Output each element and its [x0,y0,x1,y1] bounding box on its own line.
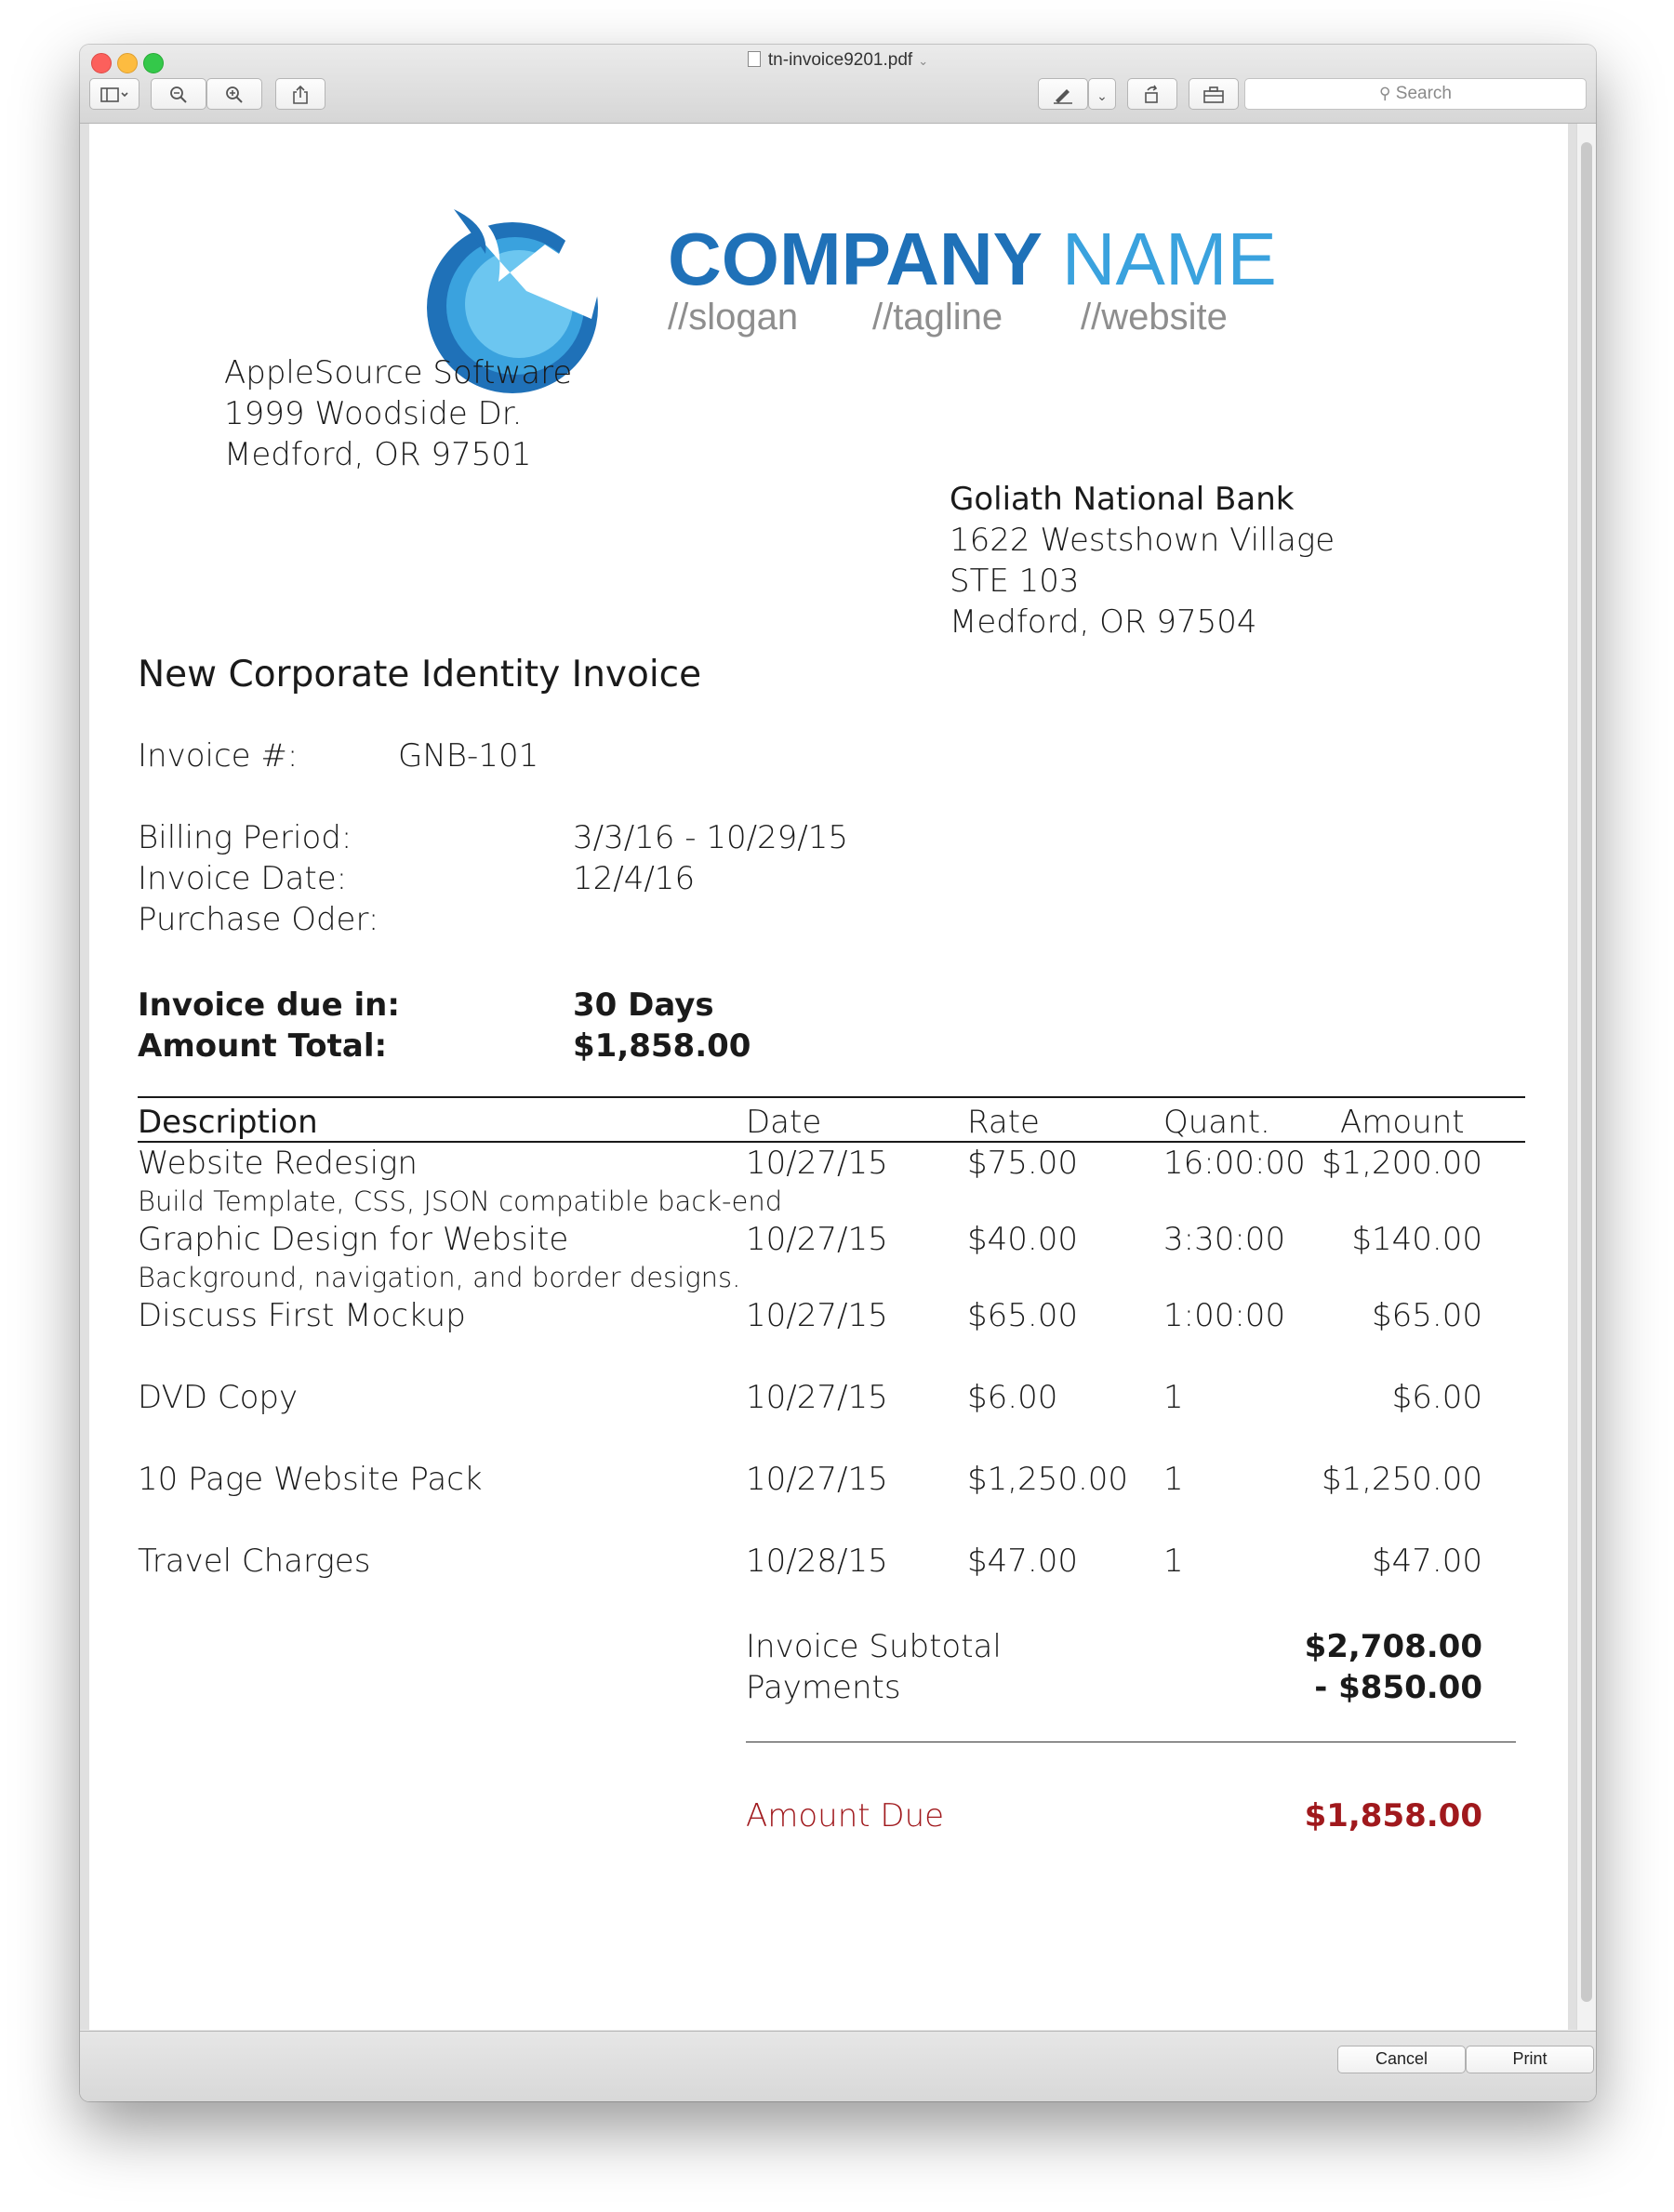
row-6-rate: $47.00 [967,1543,1078,1580]
row-5-quant: 1 [1163,1461,1184,1498]
preview-window [80,45,1596,2101]
amount-due-label: Amount Due [746,1797,945,1835]
row-1-quant: 16:00:00 [1163,1145,1306,1182]
row-2-quant: 3:30:00 [1163,1221,1286,1258]
logo-wordmark [668,217,1277,302]
amount-total-value: $1,858.00 [573,1027,751,1065]
print-bar [80,2031,1596,2101]
table-header-rule [138,1141,1525,1143]
subtotal-label: Invoice Subtotal [746,1628,1002,1665]
row-1-description: Website Redesign [138,1145,418,1182]
header-date: Date [746,1104,822,1141]
rotate-button[interactable] [1127,78,1177,110]
row-4-rate: $6.00 [967,1379,1058,1416]
print-button[interactable]: Print [1466,2046,1594,2073]
invoice-date: 12/4/16 [573,860,696,897]
pdf-page [89,124,1568,2030]
amount-total-label: Amount Total: [138,1027,388,1065]
row-1-amount: $1,200.00 [1321,1145,1482,1182]
row-1-rate: $75.00 [967,1145,1078,1182]
logo-tagline: //tagline [872,297,1003,338]
row-6-quant: 1 [1163,1543,1184,1580]
sender-name: AppleSource Software [224,354,573,391]
recipient-name: Goliath National Bank [950,481,1295,518]
invoice-title: New Corporate Identity Invoice [138,654,702,695]
pen-icon [1052,86,1074,104]
invoice-date-label: Invoice Date: [138,860,348,897]
vertical-scrollbar[interactable] [1576,124,1596,2030]
row-5-description: 10 Page Website Pack [138,1461,483,1498]
row-1-note: Build Template, CSS, JSON compatible back-end [138,1185,783,1217]
scrollbar-thumb[interactable] [1581,142,1592,2002]
invoice-number: GNB-101 [398,737,539,775]
search-field[interactable] [1244,78,1587,110]
title-bar [80,45,1596,124]
header-rate: Rate [967,1104,1040,1141]
document-title-text: tn-invoice9201.pdf [767,50,913,70]
row-2-date: 10/27/15 [746,1221,888,1258]
row-1-date: 10/27/15 [746,1145,888,1182]
row-2-rate: $40.00 [967,1221,1078,1258]
logo-company-word: COMPANY [668,218,1042,300]
subtotal-value: $2,708.00 [1304,1628,1482,1665]
row-3-rate: $65.00 [967,1297,1078,1334]
share-icon [292,85,309,105]
row-6-description: Travel Charges [138,1543,371,1580]
purchase-order-label: Purchase Oder: [138,901,379,938]
markup-options-button[interactable] [1088,78,1116,110]
row-3-quant: 1:00:00 [1163,1297,1286,1334]
billing-period: 3/3/16 - 10/29/15 [573,819,849,856]
row-6-date: 10/28/15 [746,1543,888,1580]
pdf-file-icon [748,51,761,67]
row-6-amount: $47.00 [1372,1543,1482,1580]
markup-button[interactable] [1038,78,1088,110]
zoom-in-button[interactable] [206,78,262,110]
share-button[interactable] [275,78,326,110]
sidebar-toggle-button[interactable] [89,78,140,110]
zoom-out-button[interactable] [151,78,206,110]
cancel-button[interactable]: Cancel [1337,2046,1466,2073]
row-4-date: 10/27/15 [746,1379,888,1416]
row-3-description: Discuss First Mockup [138,1297,466,1334]
recipient-city: Medford, OR 97504 [950,603,1257,641]
recipient-street: 1622 Westshown Village [950,522,1335,559]
invoice-number-label: Invoice #: [138,737,299,775]
document-viewport[interactable] [80,124,1596,2030]
table-top-rule [138,1096,1525,1098]
row-3-date: 10/27/15 [746,1297,888,1334]
search-placeholder: Search [1395,84,1452,103]
chevron-down-icon: ⌄ [918,54,929,68]
zoom-out-icon [169,86,188,104]
zoom-in-icon [225,86,244,104]
row-2-amount: $140.00 [1351,1221,1482,1258]
header-quant: Quant. [1163,1104,1270,1141]
row-2-note: Background, navigation, and border designs. [138,1262,741,1293]
row-2-description: Graphic Design for Website [138,1221,569,1258]
row-4-quant: 1 [1163,1379,1184,1416]
logo-slogan: //slogan [668,297,799,338]
row-5-date: 10/27/15 [746,1461,888,1498]
header-amount: Amount [1340,1104,1465,1141]
row-3-amount: $65.00 [1372,1297,1482,1334]
due-in-value: 30 Days [573,987,714,1024]
row-4-amount: $6.00 [1391,1379,1482,1416]
toolbox-icon [1202,86,1225,104]
rotate-icon [1142,85,1162,105]
chevron-down-icon: ⌄ [1096,88,1108,103]
document-title[interactable] [80,50,1596,71]
sidebar-icon [100,86,128,103]
row-4-description: DVD Copy [138,1379,299,1416]
toolbox-button[interactable] [1189,78,1239,110]
header-description: Description [138,1104,318,1141]
payments-label: Payments [746,1669,901,1706]
amount-due-value: $1,858.00 [1304,1797,1482,1835]
row-5-amount: $1,250.00 [1321,1461,1482,1498]
billing-period-label: Billing Period: [138,819,352,856]
logo-website: //website [1081,297,1228,338]
sender-street: 1999 Woodside Dr. [224,395,523,432]
sender-city: Medford, OR 97501 [224,436,532,473]
due-in-label: Invoice due in: [138,987,400,1024]
payments-value: - $850.00 [1314,1669,1482,1706]
row-5-rate: $1,250.00 [967,1461,1129,1498]
search-icon: ⚲ [1379,85,1391,102]
recipient-suite: STE 103 [950,563,1080,600]
logo-name-word: NAME [1061,218,1277,300]
